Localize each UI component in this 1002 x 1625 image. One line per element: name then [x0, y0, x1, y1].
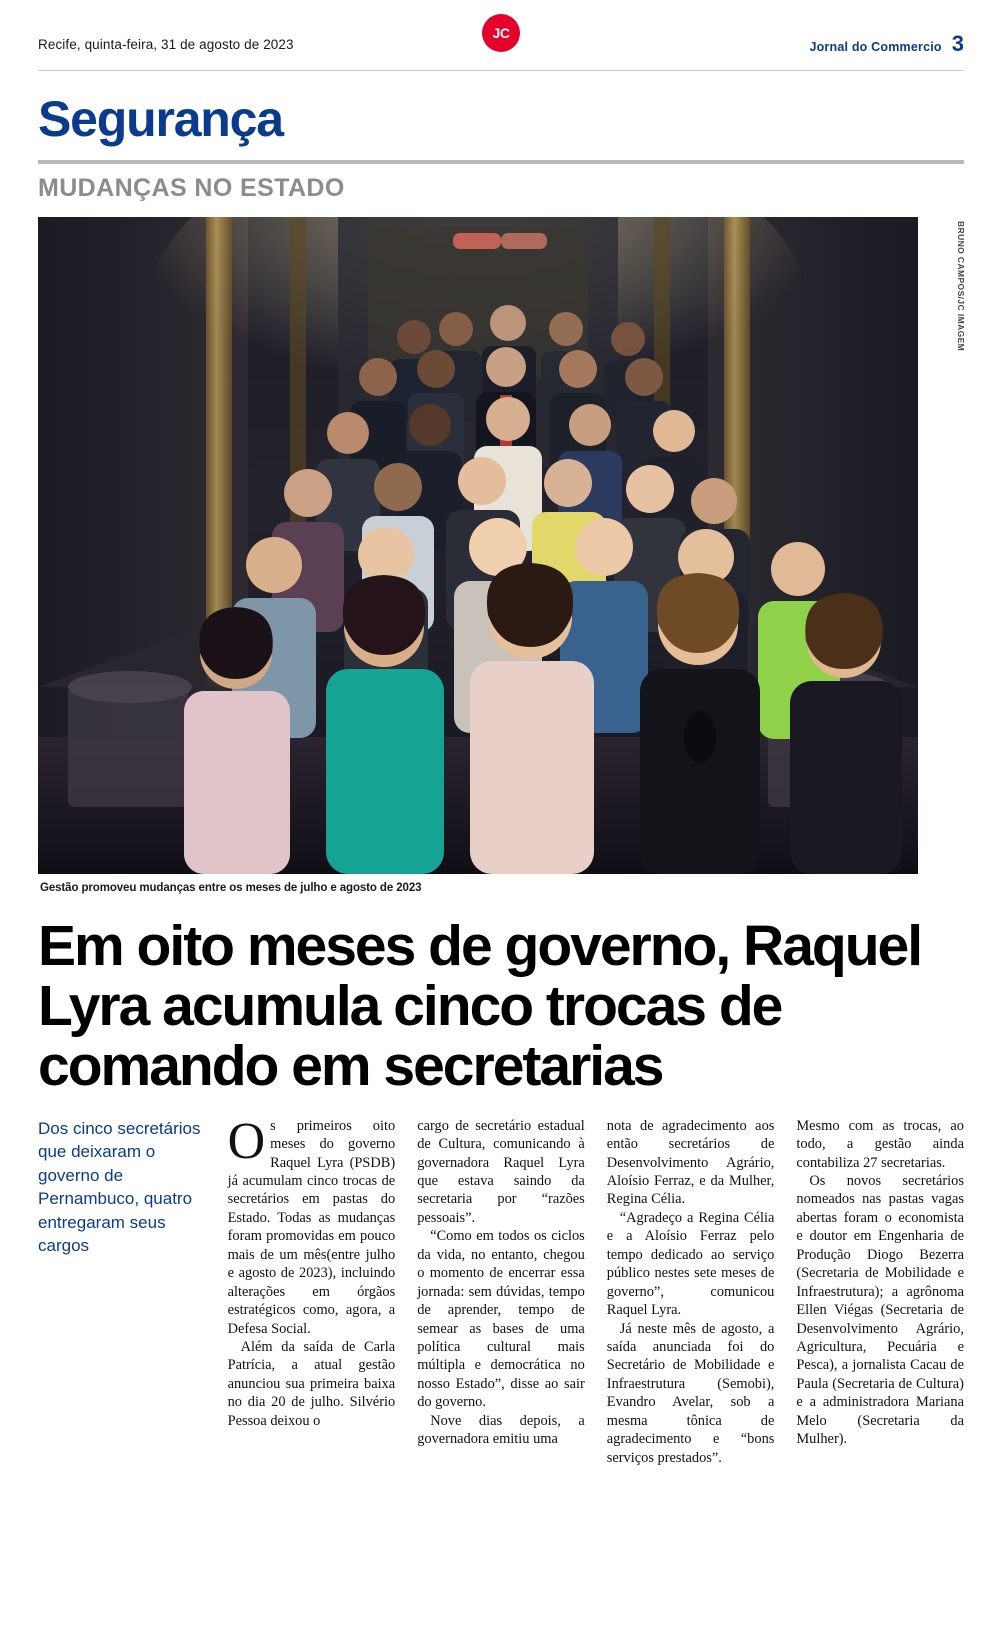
article-body — [38, 1112, 964, 1467]
paragraph: Nove dias depois, a governadora emitiu uma — [417, 1412, 585, 1448]
photo-block — [38, 217, 964, 894]
lede-text: Dos cinco secretários que deixaram o governo de Pernambuco, quatro entregaram seus cargos — [38, 1118, 201, 1255]
paragraph: “Agradeço a Regina Célia e a Aloísio Ferraz pelo tempo dedicado ao serviço público nestes sete meses de governo”, comunicou Raquel Lyra. — [606, 1209, 775, 1319]
brand-name: Jornal do Commercio — [809, 40, 942, 54]
column-4 — [796, 1117, 964, 1449]
news-photo — [38, 217, 918, 874]
section-kicker: MUDANÇAS NO ESTADO — [38, 173, 345, 202]
column-2 — [417, 1117, 585, 1449]
photo-credit: BRUNO CAMPOS/JC IMAGEM — [956, 220, 966, 351]
paragraph: Os primeiros oito meses do governo Raquel Lyra (PSDB) já acumulam cinco trocas de secretários em pastas do Estado. Todas as mudanças foram promovidas em pouco mais de um mês(entre julho e agosto de 2023), incluindo alterações em órgãos estratégicos como, agora, a Defesa Social. — [227, 1112, 396, 1337]
dateline: Recife, quinta-feira, 31 de agosto de 2023 — [38, 36, 294, 52]
photo-caption: Gestão promoveu mudanças entre os meses de julho e agosto de 2023 — [40, 881, 422, 894]
paragraph: nota de agradecimento aos então secretários de Desenvolvimento Agrário, Aloísio Ferraz, e da Mulher, Regina Célia. — [606, 1117, 775, 1208]
jc-logo-icon: JC — [482, 14, 520, 52]
column-lede — [38, 1117, 206, 1258]
page-number: 3 — [951, 31, 964, 56]
column-3 — [607, 1117, 775, 1467]
paragraph: cargo de secretário estadual de Cultura, comunicando à governadora Raquel Lyra que estava saindo da secretaria por “razões pessoais”. — [417, 1117, 585, 1226]
section-divider — [38, 160, 964, 164]
paragraph: Mesmo com as trocas, ao todo, a gestão ainda contabiliza 27 secretarias. — [796, 1117, 964, 1171]
masthead — [38, 0, 964, 71]
paragraph: “Como em todos os ciclos da vida, no entanto, chegou o momento de encerrar essa jornada: sem dúvidas, tempo de aprender, tempo de semear as bases de uma política cultural mais múltipla e democrática no nosso Estado”, disse ao sair do governo. — [417, 1228, 585, 1411]
section-title: Segurança — [38, 91, 283, 147]
paragraph: Já neste mês de agosto, a saída anunciada foi do Secretário de Mobilidade e Infraestrutura (Semobi), Evandro Avelar, sob a mesma tônica de agradecimento e “bons serviços prestados”. — [606, 1320, 775, 1466]
paragraph: Os novos secretários nomeados nas pastas vagas abertas foram o economista e doutor em Engenharia de Produção Diogo Bezerra (Secretaria de Mobilidade e Infraestrutura); a agrônoma Ellen Viégas (Secretaria de Desenvolvimento Agrário, Agricultura, Pecuária e Pesca), a jornalista Cacau de Paula (Secretaria de Cultura) e a administradora Mariana Melo (Secretaria da Mulher). — [796, 1173, 964, 1448]
article-headline: Em oito meses de governo, Raquel Lyra acumula cinco trocas de comando em secretarias — [38, 913, 922, 1099]
paragraph: Além da saída de Carla Patrícia, a atual gestão anunciou sua primeira baixa no dia 20 de julho. Silvério Pessoa deixou o — [227, 1338, 396, 1429]
masthead-right — [809, 33, 964, 55]
column-1 — [227, 1112, 396, 1430]
